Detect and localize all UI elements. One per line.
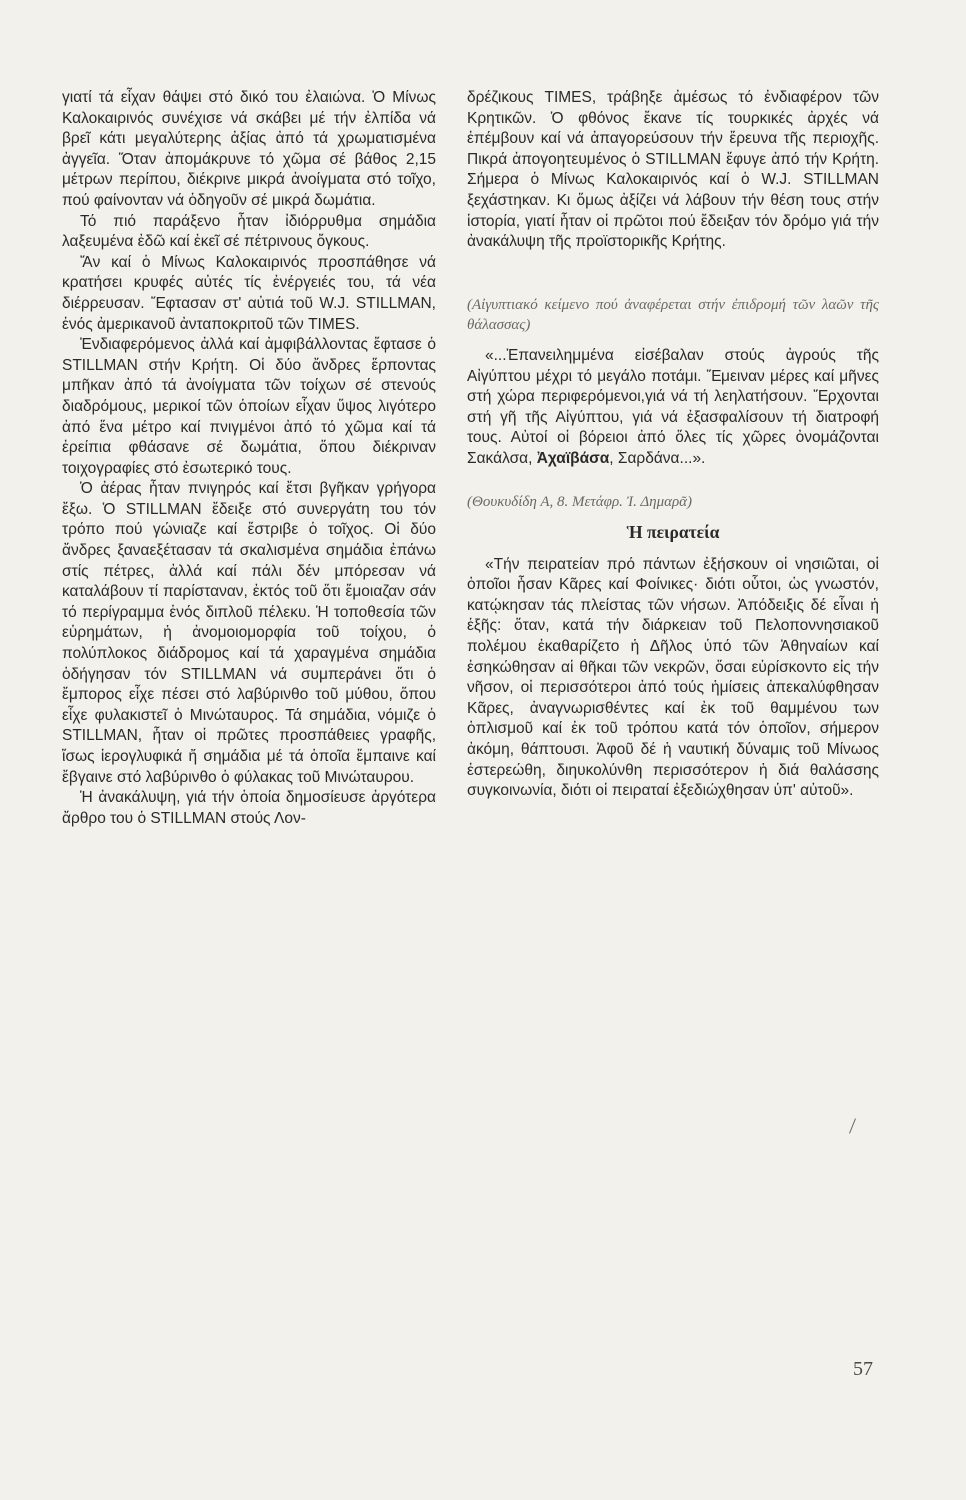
paragraph-left-4: Ἐνδιαφερόμενος ἀλλά καί ἀμφιβάλλοντας ἔφτασε ὁ STILLMAN στήν Κρήτη. Οἱ δύο ἄνδρες ἕρποντας μπῆκαν ἀπό τά ἀνοίγματα τῶν τοίχων σέ στενούς διαδρόμους, μερικοί τῶν ὁποίων εἶχαν ὕψος λιγότερο ἀπό ἕνα μέτρο καί πνιγμένοι ἀπό τό χῶμα καί τά ἐρείπια φθάσανε σέ δωμάτια, ὅπου διέκριναν τοιχογραφίες στό ἐσωτερικό τους. <box>62 336 436 477</box>
stray-pen-mark <box>849 1118 856 1133</box>
paragraph-left-6: Ἡ ἀνακάλυψη, γιά τήν ὁποία δημοσίευσε ἀργότερα ἄρθρο του ὁ STILLMAN στούς Λον- <box>62 789 436 827</box>
paragraph-left-2: Τό πιό παράξενο ἦταν ἰδιόρρυθμα σημάδια λαξευμένα ἐδῶ καί ἐκεῖ σέ πέτρινους ὄγκους. <box>62 212 436 251</box>
thucydides-quote: «Τήν πειρατείαν πρό πάντων ἐξήσκουν οἱ νησιῶται, οἱ ὁποῖοι ἦσαν Κᾶρες καί Φοίνικες· διότι οὗτοι, ὡς γνωστόν, κατῴκησαν τάς πλείστας τῶν νήσων. Ἀπόδειξις δέ εἶναι ἡ ἑξῆς: ὅταν, κατά τήν διάρκειαν τοῦ Πελοποννησιακοῦ πολέμου ἐκαθαρίζετο ἡ Δῆλος ὑπό τῶν Ἀθηναίων καί ἐσηκώθησαν αἱ θῆκαι τῶν νεκρῶν, ὅσαι εὑρίσκοντο εἰς τήν νῆσον, οἱ περισσότεροι ἀπό τούς ἡμίσεις ἀπεκαλύφθησαν Κᾶρες, ἀναγνωρισθέντες καί ἐκ τοῦ θαμμένου των ὁπλισμοῦ καί ἐκ τοῦ τρόπου κατά τόν ὁποῖον, σήμερον ἀκόμη, θάπτουσι. Ἀφοῦ δέ ἡ ναυτική δύναμις τοῦ Μίνωος ἐστερεώθη, διηυκολύνθη περισσότερον ἡ διά θαλάσσης συγκοινωνία, διότι οἱ πειραταί ἐξεδιώχθησαν ὑπ' αὐτοῦ». <box>467 555 879 800</box>
egyptian-quote-main: «...Ἐπανειλημμένα εἰσέβαλαν στούς ἀγρούς τῆς Αἰγύπτου μέχρι τό μεγάλο ποτάμι. Ἔμειναν μέρες καί μῆνες στή χώρα περιφερόμενοι,γιά νά τή λεηλατήσουν. Ἔρχονται στή γῆ τῆς Αἰγύπτου, γιά νά ἐξασφαλίσουν τή διατροφή τους. Αὐτοί οἱ βόρειοι ἀπό ὅλες τίς χῶρες ὀνομάζονται Σακάλσα, <box>467 346 879 467</box>
right-column <box>467 88 879 802</box>
egyptian-text-quote <box>467 346 879 470</box>
paragraph-right-continued: δρέζικους TIMES, τράβηξε ἀμέσως τό ἐνδιαφέρον τῶν Κρητικῶν. Ὁ φθόνος ἔκανε τίς τουρκικές ἀρχές νά ἐπέμβουν καί νά ἀπαγορεύσουν τήν ἔρευνα τῆς περιοχῆς. Πικρά ἀπογοητευμένος ὁ STILLMAN ἔφυγε ἀπό τήν Κρήτη. Σήμερα ὁ Μίνως Καλοκαιρινός καί ὁ W.J. STILLMAN ξεχάστηκαν. Κι ὅμως ἀξίζει νά λάβουν τήν θέση τους στήν ἱστορία, γιατί ἦταν οἱ πρῶτοι πού ἔδειξαν τόν δρόμο γιά τήν ἀνακάλυψη τῆς προϊστορικῆς Κρήτης. <box>467 89 879 251</box>
section-heading: Ἡ πειρατεία <box>626 522 720 543</box>
paragraph-left-5: Ὁ ἀέρας ἦταν πνιγηρός καί ἔτσι βγῆκαν γρήγορα ἔξω. Ὁ STILLMAN ἔδειξε στό συνεργάτη του τόν τρόπο πού γώνιαζε καί ἔστριβε ὁ τοῖχος. Οἱ δύο ἄνδρες ξαναεξέτασαν τά σκαλισμένα σημάδια ἐπάνω στίς πέτρες, ἀλλά καί πάλι δέν μπόρεσαν νά καταλάβουν τί παρίσταναν, ἐκτός τοῦ ὅτι ἔμοιαζαν σάν τό περίγραμμα ἑνός διπλοῦ πέλεκυ. Ἡ τοποθεσία τῶν εὑρημάτων, ἡ ἀνομοιομορφία τοῦ τοίχου, ὁ πολύπλοκος διάδρομος καί τά χαραγμένα σημάδια ὁδήγησαν τόν STILLMAN νά συμπεράνει ὅτι ὁ ἔμπορος εἶχε πέσει στό λαβύρινθο τοῦ μύθου, ὅπου εἶχε φυλακιστεῖ ὁ Μινώταυρος. Τά σημάδια, νόμιζε ὁ STILLMAN, ἦταν οἱ πρῶτες προσπάθειες γραφῆς, ἴσως ἱερογλυφικά ἤ σημάδια μέ τά ὁποῖα ἔμπαινε καί ἔβγαινε στό λαβύρινθο ὁ φύλακας τοῦ Μινώταυρου. <box>62 480 436 786</box>
left-column <box>62 88 436 829</box>
egyptian-text-caption: (Αἰγυπτιακό κείμενο πού ἀναφέρεται στήν ἐπιδρομή τῶν λαῶν τῆς θάλασσας) <box>467 296 879 334</box>
thucydides-caption: (Θουκυδίδη Α, 8. Μετάφρ. Ἰ. Δημαρᾶ) <box>467 493 693 510</box>
page-number: 57 <box>853 1358 873 1380</box>
egyptian-quote-bold-word: Ἀχαϊβάσα <box>536 449 610 467</box>
paragraph-left-3: Ἄν καί ὁ Μίνως Καλοκαιρινός προσπάθησε νά κρατήσει κρυφές αὐτές τίς ἐνέργειές του, τά νέα διέρρευσαν. Ἔφτασαν στ' αὐτιά τοῦ W.J. STILLMAN, ἑνός ἀμερικανοῦ ἀνταποκριτοῦ τῶν TIMES. <box>62 253 436 333</box>
egyptian-quote-end: , Σαρδάνα...». <box>609 449 706 467</box>
paragraph-left-1: γιατί τά εἶχαν θάψει στό δικό του ἐλαιώνα. Ὁ Μίνως Καλοκαιρινός συνέχισε νά σκάβει μέ τήν ἐλπίδα νά βρεῖ κάτι μεγαλύτερης ἀξίας ἀπό τά χρωματισμένα ἀγγεῖα. Ὅταν ἀπομάκρυνε τό χῶμα σέ βάθος 2,15 μέτρων περίπου, διέκρινε μικρά ἀνοίγματα στό τοῖχο, πού φαίνονταν νά ὁδηγοῦν σέ μικρά δωμάτια. <box>62 89 436 209</box>
